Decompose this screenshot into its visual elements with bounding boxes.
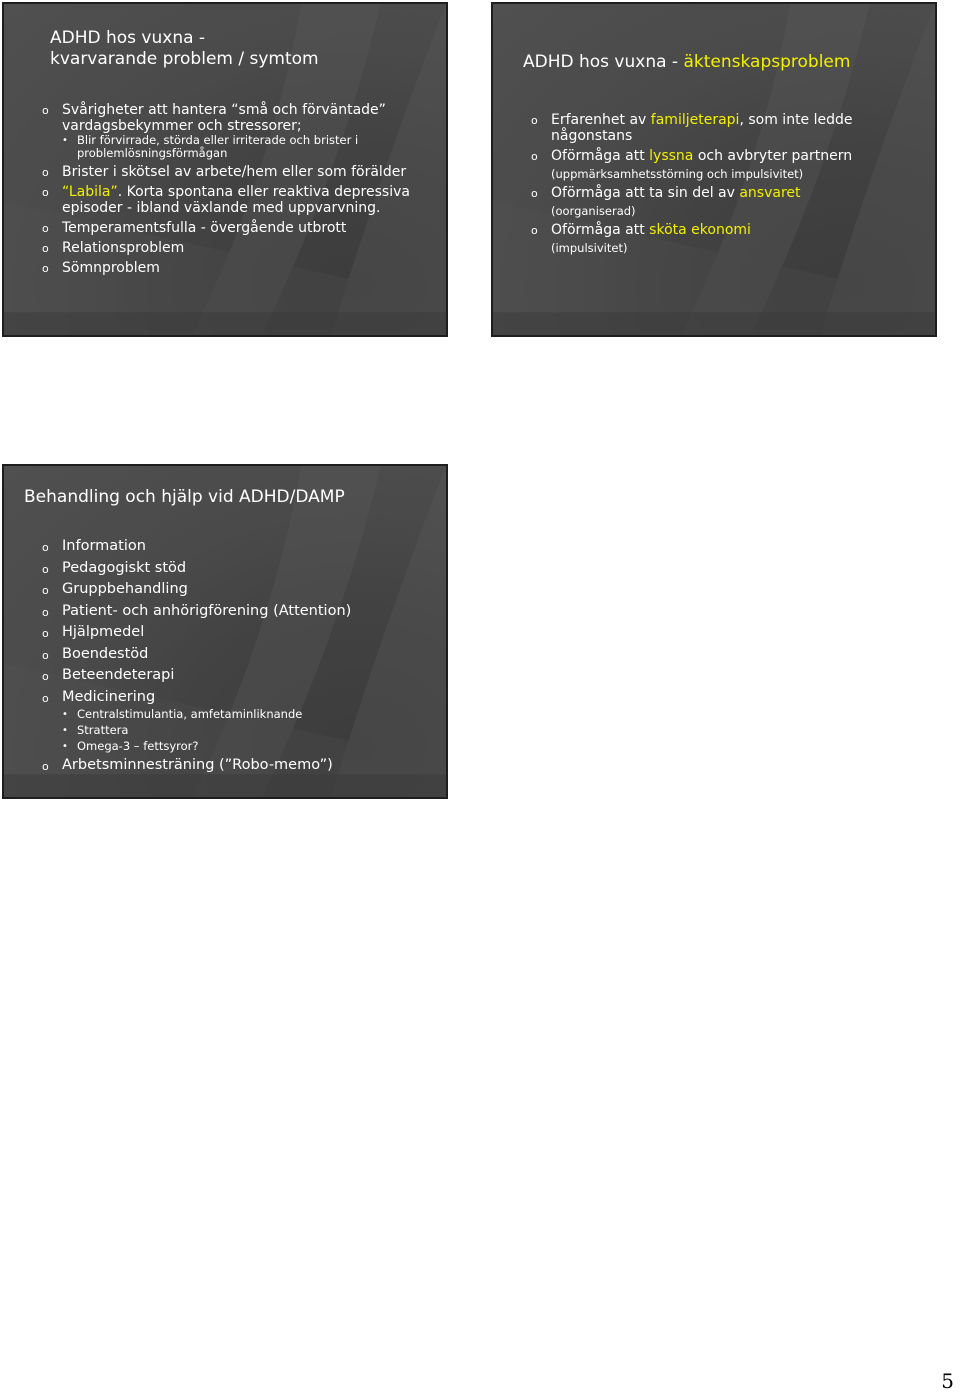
item-note: (uppmärksamhetsstörning och impulsivitet): [551, 167, 804, 181]
item-highlight: sköta ekonomi: [649, 222, 751, 238]
list-item: o Relationsproblem: [42, 240, 442, 256]
list-item: o Boendestöd: [42, 646, 442, 663]
item-text: och avbryter partnern: [693, 148, 853, 164]
item-text: Oförmåga att ta sin del av: [551, 185, 740, 201]
list-item: o Information: [42, 538, 442, 555]
slide-title: [50, 28, 319, 70]
list-item: [531, 222, 931, 255]
treatment-list: [42, 538, 442, 779]
slide-treatment-and-help: [2, 464, 448, 799]
list-item: o Temperamentsfulla - övergående utbrott: [42, 220, 442, 236]
sub-list-item: • Centralstimulantia, amfetaminliknande: [62, 708, 442, 721]
title-line-1: ADHD hos vuxna -: [50, 28, 206, 48]
slide-title: Behandling och hjälp vid ADHD/DAMP: [24, 487, 345, 507]
item-text: Erfarenhet av: [551, 112, 651, 128]
item-text: Medicinering: [62, 688, 156, 705]
title-line-2: kvarvarande problem / symtom: [50, 49, 319, 69]
list-item: [42, 184, 442, 216]
item-text: , som inte ledde någonstans: [551, 112, 853, 144]
list-item: [42, 102, 442, 160]
slide-adhd-remaining-problems: [2, 2, 448, 337]
slide-title: [523, 52, 850, 73]
list-item: o Patient- och anhörigförening (Attention): [42, 603, 442, 620]
item-text: . Korta spontana eller reaktiva depressiva episoder - ibland växlande med uppvarvning.: [62, 184, 410, 216]
list-item: o Arbetsminnesträning (”Robo-memo”): [42, 757, 442, 774]
list-item: o Pedagogiskt stöd: [42, 560, 442, 577]
item-note: (impulsivitet): [551, 241, 628, 255]
title-text: ADHD hos vuxna -: [523, 52, 684, 72]
page-number: 5: [941, 1369, 954, 1393]
list-item: o Gruppbehandling: [42, 581, 442, 598]
marriage-problem-list: [531, 112, 931, 259]
sub-list-item: • Strattera: [62, 724, 442, 737]
list-item: o Beteendeterapi: [42, 667, 442, 684]
item-highlight: “Labila”: [62, 184, 118, 200]
sub-list-item: • Blir förvirrade, störda eller irriterade och brister i problemlösningsförmågan: [62, 134, 442, 160]
list-item: [531, 185, 931, 218]
title-highlight: äktenskapsproblem: [683, 52, 851, 72]
list-item: [531, 148, 931, 181]
list-item: o Brister i skötsel av arbete/hem eller som förälder: [42, 164, 442, 180]
item-text: Svårigheter att hantera “små och förväntade” vardagsbekymmer och stressorer;: [62, 102, 386, 134]
sub-list: [62, 708, 442, 753]
item-text: Oförmåga att: [551, 222, 650, 238]
item-highlight: familjeterapi: [650, 112, 740, 128]
list-item: [531, 112, 931, 144]
list-item: o Sömnproblem: [42, 260, 442, 276]
item-note: (oorganiserad): [551, 204, 636, 218]
list-item: [42, 689, 442, 753]
list-item: o Hjälpmedel: [42, 624, 442, 641]
sub-list: [62, 134, 442, 160]
slide-adhd-marriage-problems: [491, 2, 937, 337]
item-highlight: lyssna: [649, 148, 694, 164]
sub-list-item: • Omega-3 – fettsyror?: [62, 740, 442, 753]
item-highlight: ansvaret: [739, 185, 801, 201]
item-text: Oförmåga att: [551, 148, 650, 164]
symptom-list: [42, 102, 442, 280]
